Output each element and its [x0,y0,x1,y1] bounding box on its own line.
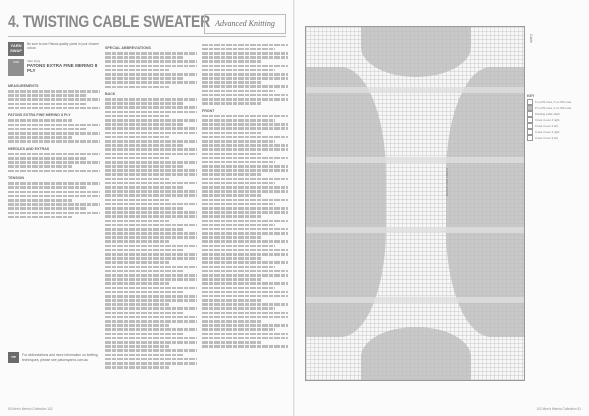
text-line [105,56,183,59]
text-line [8,216,72,219]
yarn-note: Be sure to use Patons quality yarns in your chosen colour. [27,42,99,50]
text-line [202,303,288,306]
text-line [202,140,275,143]
text-line [202,98,288,101]
text-line [105,345,169,348]
chart-key [527,90,579,141]
text-line [105,52,197,55]
text-line [105,312,183,315]
section-measurements: MEASUREMENTS [8,84,39,88]
text-line [202,73,288,76]
key-item: Cross 4 over 4 right [527,117,579,123]
text-line [105,186,183,189]
text-line [105,282,169,285]
text-line [8,212,100,215]
text-line [105,224,197,227]
yarn-badge: YARN [8,59,24,76]
text-line [202,261,288,264]
text-line [105,295,197,298]
text-line [202,345,288,348]
text-line [202,94,288,97]
text-line [202,333,288,336]
text-line [105,153,197,156]
key-item: Cross 3 over 3 right [527,129,579,135]
text-line [105,358,197,361]
text-line [8,140,100,143]
text-line [202,186,288,189]
text-line [105,115,169,118]
cable-band [306,87,525,93]
text-line [202,211,288,214]
text-line [202,161,275,164]
text-line [105,140,197,143]
text-line [202,245,275,248]
right-footer: 102 Men's Merino Collection 51 [536,407,581,411]
text-line [105,354,183,357]
text-line [8,128,86,131]
section-tension: TENSION [8,176,24,181]
column-1 [8,42,100,220]
text-line [105,299,197,302]
cable-band [306,157,525,163]
text-line [105,111,197,114]
text-line [202,249,288,252]
text-line [105,207,183,210]
text-line [8,94,86,97]
text-line [202,153,262,156]
key-item: Twisting cable stitch [527,111,579,117]
text-line [105,165,183,168]
text-line [8,161,100,164]
text-line [105,328,197,331]
text-line [105,106,197,109]
text-line [202,278,262,281]
text-line [105,119,197,122]
text-line [105,123,183,126]
text-line [8,203,100,206]
text-line [202,85,288,88]
text-line [105,349,197,352]
tip-box [8,352,108,374]
text-line [202,337,288,340]
text-line [202,224,275,227]
text-line [105,182,197,185]
text-line [202,69,275,72]
text-line [202,173,262,176]
text-line [105,102,183,105]
text-line [202,270,288,273]
text-line [202,320,262,323]
text-line [202,324,288,327]
text-line [202,194,262,197]
title-bar [8,12,286,37]
text-line [105,316,197,319]
text-line [105,333,183,336]
text-line [105,203,197,206]
text-line [202,236,262,239]
text-line [202,287,275,290]
text-line [105,194,197,197]
right-page [295,0,589,416]
text-line [105,73,197,76]
text-line [202,90,275,93]
text-line [202,52,288,55]
text-line [202,307,275,310]
text-line [105,270,183,273]
text-line [202,136,288,139]
text-line [202,199,288,202]
text-line [105,337,197,340]
text-line [202,132,262,135]
text-line [202,169,288,172]
text-line [105,324,169,327]
text-line [202,232,288,235]
text-line [105,228,183,231]
text-line [202,44,288,47]
text-line [105,148,197,151]
tip-text: For abbreviations and more information on knitting techniques, please see patonsyarns.com.au [22,353,98,362]
text-line [202,127,288,130]
text-line [105,278,197,281]
text-line [105,245,197,248]
text-line [202,56,288,59]
text-line [202,182,275,185]
text-line [105,178,169,181]
text-line [105,220,169,223]
text-line [8,199,72,202]
text-line [105,132,197,135]
chart-grid [305,26,525,381]
text-line [202,165,288,168]
text-line [202,119,275,122]
text-line [105,215,197,218]
text-line [105,366,169,369]
text-line [105,257,197,260]
key-item: Cross 3 over 3 left [527,135,579,141]
knitting-chart [305,26,550,381]
text-line [105,287,197,290]
text-line [8,153,100,156]
text-line [8,132,100,135]
text-line [105,98,197,101]
text-line [105,144,183,147]
section-special-abbreviations: SPECIAL ABBREVIATIONS [105,46,151,50]
text-line [202,257,262,260]
text-line [105,362,197,365]
text-line [105,60,197,63]
yarn-name [27,59,99,73]
text-line [202,215,262,218]
text-line [105,77,183,80]
text-line [202,203,275,206]
chart-label: BLOCK AND FRONT [445,167,449,196]
text-line [202,157,288,160]
text-line [105,232,197,235]
text-line [105,69,169,72]
text-line [8,170,100,173]
text-line [8,165,72,168]
text-line [8,182,100,185]
text-line [105,86,169,89]
text-line [202,228,288,231]
text-line [202,312,288,315]
text-line [202,178,288,181]
text-line [202,60,262,63]
text-line [105,303,169,306]
text-line [105,240,169,243]
text-line [105,274,197,277]
key-item: Cross 4 over 4 left [527,123,579,129]
key-item: P on RS rows, K on WS rows [527,105,579,111]
section-front: FRONT [202,108,215,113]
text-line [202,316,288,319]
text-line [105,320,197,323]
page-title: 4. TWISTING CABLE SWEATER [8,12,210,31]
yarn-label: Yarn 8 ply [27,59,41,63]
chart-title: Cable [529,34,533,43]
text-line [105,65,197,68]
left-footer: 50 Men's Merino Collection 102 [8,407,53,411]
text-line [8,119,72,122]
text-line [105,341,197,344]
text-line [105,161,197,164]
section-back: BACK [105,92,116,97]
text-line [202,291,288,294]
text-line [202,48,275,51]
text-line [8,98,100,101]
cable-band [306,297,525,303]
yarn-brand: PATONS EXTRA FINE MERINO 8 PLY [27,63,98,73]
text-line [202,266,275,269]
text-line [8,124,100,127]
text-line [202,102,262,105]
category-tag: Advanced Knitting [204,14,286,34]
text-line [8,207,86,210]
column-2 [105,42,197,370]
text-line [202,190,288,193]
text-line [105,211,197,214]
left-page [0,0,294,416]
text-line [105,127,197,130]
key-swatch [527,135,533,141]
key-title: KEY [527,94,535,98]
text-line [202,295,288,298]
text-line [105,307,197,310]
section-yarn-quantities: PATONS EXTRA FINE MERINO 8 PLY [8,113,71,118]
key-item: K on RS rows, P on WS rows [527,99,579,105]
text-line [105,81,197,84]
text-line [105,199,169,202]
text-line [105,253,197,256]
text-line [202,240,288,243]
section-needles: NEEDLES AND EXTRAS [8,146,50,151]
text-line [8,186,86,189]
text-line [8,90,100,93]
text-line [202,115,288,118]
text-line [202,282,288,285]
cable-shape [361,327,471,381]
text-line [202,299,262,302]
text-line [105,261,169,264]
text-line [8,195,100,198]
text-line [202,144,288,147]
text-line [8,107,100,110]
text-line [202,77,288,80]
text-line [105,136,169,139]
text-line [202,65,288,68]
text-line [105,291,183,294]
text-line [202,253,288,256]
yarn-box [8,42,100,78]
text-line [202,274,288,277]
text-line [202,81,262,84]
text-line [105,266,197,269]
text-line [8,103,86,106]
tip-badge: TIP [8,352,19,363]
text-line [105,157,169,160]
text-line [8,136,72,139]
yarn-swap-badge: YARN SWAP [8,42,24,56]
text-line [202,123,288,126]
cable-band [306,227,525,233]
text-line [202,148,288,151]
text-line [8,191,100,194]
text-line [105,190,197,193]
text-line [202,341,262,344]
text-line [202,220,288,223]
cable-shape [361,26,471,77]
text-line [105,169,197,172]
text-line [105,173,197,176]
column-3 [202,42,288,349]
text-line [105,249,183,252]
text-line [202,207,288,210]
text-line [105,236,197,239]
text-line [202,328,275,331]
text-line [8,157,86,160]
